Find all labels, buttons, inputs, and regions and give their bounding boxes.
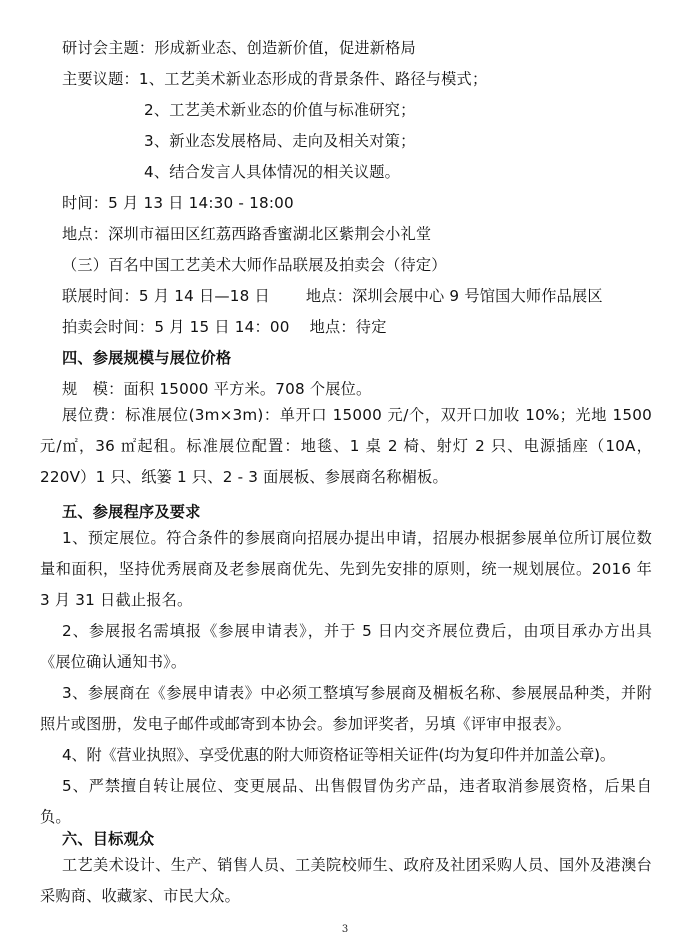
topics-item-3: 3、新业态发展格局、走向及相关对策； <box>144 132 416 150</box>
section-5-heading: 五、参展程序及要求 <box>62 503 201 521</box>
section-4-heading: 四、参展规模与展位价格 <box>62 349 232 367</box>
procedure-4: 4、附《营业执照》、享受优惠的附大师资格证等相关证件(均为复印件并加盖公章)。 <box>62 746 615 764</box>
page-number: 3 <box>341 924 349 935</box>
procedure-5: 5、严禁擅自转让展位、变更展品、出售假冒伪劣产品，违者取消参展资格，后果自负。 <box>40 777 652 826</box>
topics-item-4: 4、结合发言人具体情况的相关议题。 <box>144 163 401 181</box>
section-6-heading: 六、目标观众 <box>62 830 155 848</box>
fee-paragraph: 展位费：标准展位(3m×3m)：单开口 15000 元/个，双开口加收 10%；光地 1500 元/㎡，36 ㎡起租。标准展位配置：地毯、1 桌 2 椅、射灯 2 只、电源插座（10A，220V）1 只、纸篓 1 只、2 - 3 面展板、参展商名称楣板。 <box>40 406 652 486</box>
procedure-2: 2、参展报名需填报《参展申请表》，并于 5 日内交齐展位费后，由项目承办方出具《展位确认通知书》。 <box>40 622 652 671</box>
exhibit-time: 联展时间：5 月 14 日—18 日 <box>62 287 270 305</box>
scale-line: 规 模：面积 15000 平方米。708 个展位。 <box>62 380 372 398</box>
auction-row <box>62 317 387 337</box>
seminar-theme: 研讨会主题：形成新业态、创造新价值，促进新格局 <box>62 39 416 57</box>
topics-item-2: 2、工艺美术新业态的价值与标准研究； <box>144 101 416 119</box>
exhibit-time-row <box>62 286 603 306</box>
event-3-title: （三）百名中国工艺美术大师作品联展及拍卖会（待定） <box>62 256 447 274</box>
exhibit-place: 地点：深圳会展中心 9 号馆国大师作品展区 <box>305 287 603 305</box>
procedure-1: 1、预定展位。符合条件的参展商向招展办提出申请，招展办根据参展单位所订展位数量和面积，坚持优秀展商及老参展商优先、先到先安排的原则，统一规划展位。2016 年 3 月 31 日截止报名。 <box>40 529 652 609</box>
audience-paragraph: 工艺美术设计、生产、销售人员、工美院校师生、政府及社团采购人员、国外及港澳台采购商、收藏家、市民大众。 <box>40 856 652 905</box>
topics-item-1: 主要议题：1、工艺美术新业态形成的背景条件、路径与模式； <box>62 70 488 88</box>
auction-place: 地点：待定 <box>309 318 387 336</box>
seminar-place: 地点：深圳市福田区红荔西路香蜜湖北区紫荆会小礼堂 <box>62 225 432 243</box>
auction-time: 拍卖会时间：5 月 15 日 14：00 <box>62 318 290 336</box>
procedure-3: 3、参展商在《参展申请表》中必须工整填写参展商及楣板名称、参展展品种类，并附照片或图册，发电子邮件或邮寄到本协会。参加评奖者，另填《评审申报表》。 <box>40 684 652 733</box>
seminar-time: 时间：5 月 13 日 14:30 - 18:00 <box>62 194 294 212</box>
